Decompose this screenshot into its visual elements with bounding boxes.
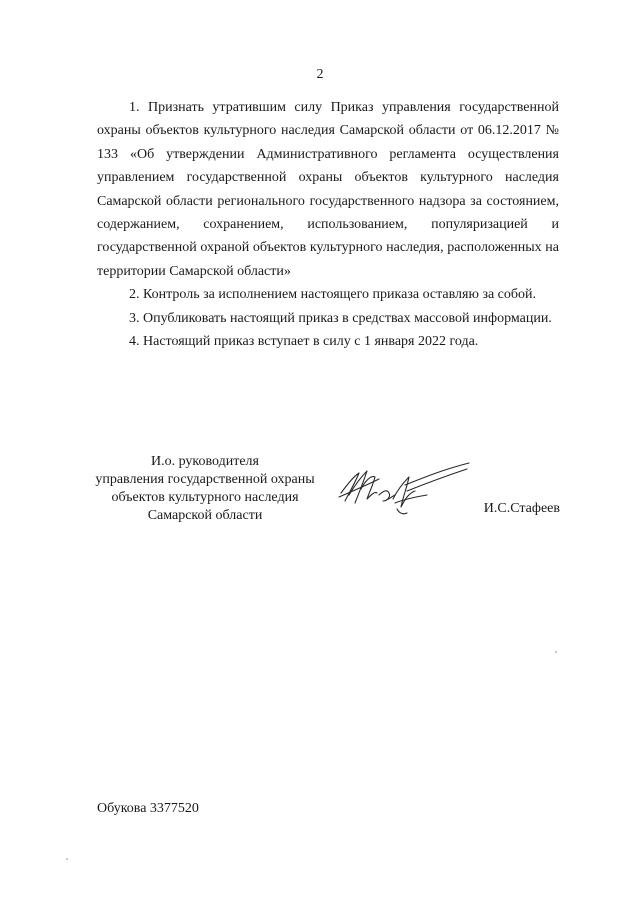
paragraph-effective-date: 4. Настоящий приказ вступает в силу с 1 января 2022 года. (129, 334, 479, 350)
order-body (97, 96, 559, 353)
signer-title-line: Самарской области (147, 508, 263, 523)
signer-title-line: управления государственной охраны (95, 472, 315, 487)
signer-title (80, 453, 330, 525)
paragraph-repeal: 1. Признать утратившим силу Приказ управления государственной охраны объектов культурного наследия Самарской области от 06.12.2017 № 133 «Об утверждении Административного регламента осуществления управлением государственной охраны объектов культурного наследия Самарской области регионального государственного надзора за состоянием, содержанием, сохранением, использованием, популяризацией и государственной охраной объектов культурного наследия, расположенных на территории Самарской области» (97, 100, 559, 279)
scan-speck (66, 858, 68, 860)
handwritten-signature (335, 455, 475, 523)
scan-speck (555, 651, 557, 653)
page-number: 2 (316, 67, 324, 82)
executor-contact: Обукова 3377520 (97, 801, 199, 816)
paragraph-control: 2. Контроль за исполнением настоящего приказа оставляю за собой. (129, 287, 537, 303)
signer-title-line: объектов культурного наследия (111, 490, 299, 505)
paragraph-publish: 3. Опубликовать настоящий приказ в средствах массовой информации. (129, 310, 552, 326)
signer-title-line: И.о. руководителя (150, 454, 259, 469)
signer-name: И.С.Стафеев (483, 501, 560, 516)
